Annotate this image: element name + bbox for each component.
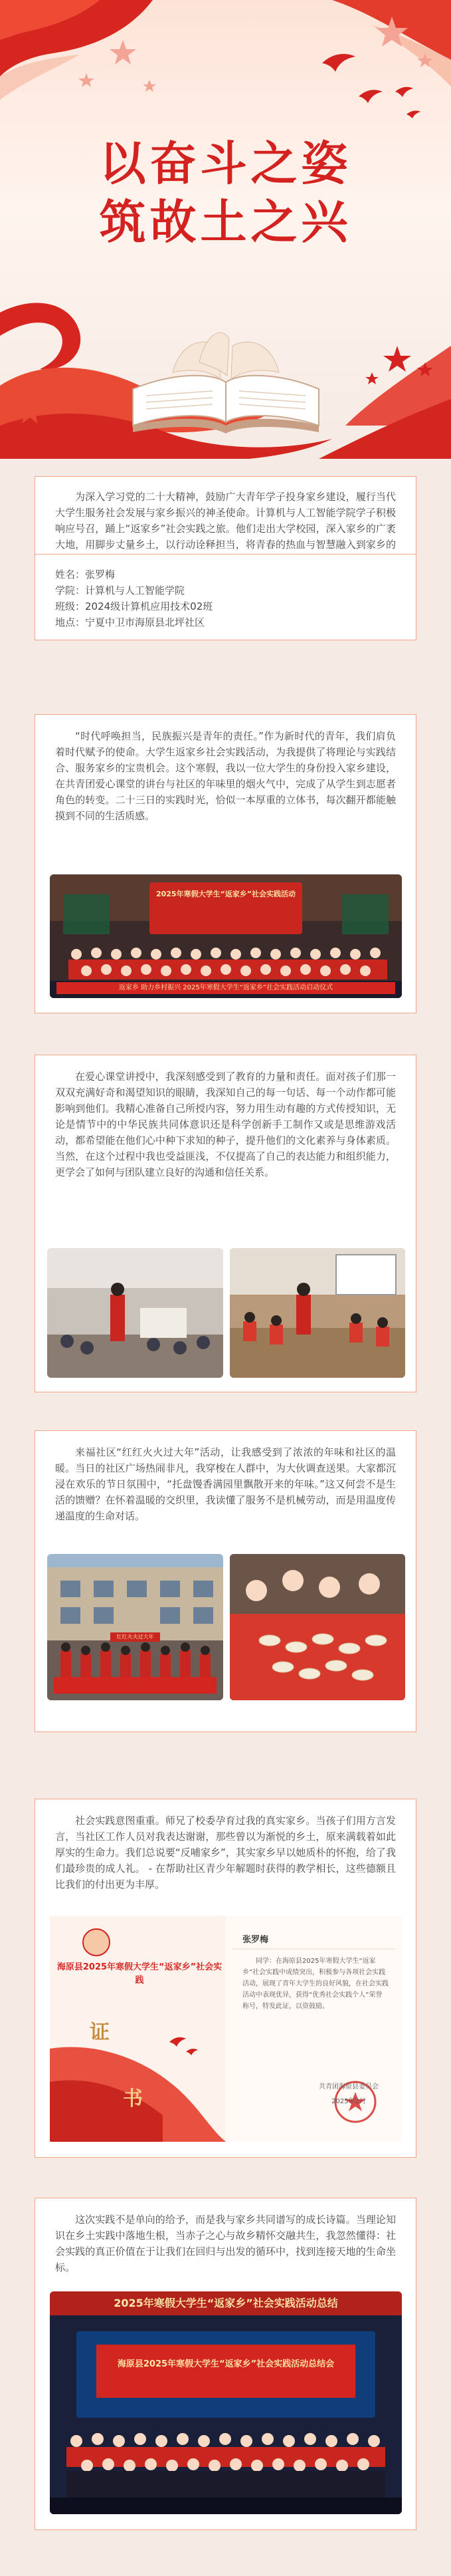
section1-banner-line1: 2025年寒假大学生“返家乡”社会实践活动 bbox=[155, 890, 296, 898]
student-name: 姓名：张罗梅 bbox=[55, 569, 116, 580]
page-title-line2: 筑故土之兴 bbox=[99, 195, 352, 249]
section5-summary-photo bbox=[50, 2291, 402, 2514]
certificate-photo bbox=[50, 1916, 402, 2142]
student-location: 地点：宁夏中卫市海原县北坪社区 bbox=[55, 616, 205, 628]
footer-fade bbox=[0, 2536, 451, 2576]
header-banner bbox=[0, 0, 451, 459]
certificate-word2: 书 bbox=[123, 2087, 143, 2111]
section1-card bbox=[35, 714, 416, 1013]
section3-card bbox=[35, 1430, 416, 1732]
student-class: 班级：2024级计算机应用技术02班 bbox=[55, 600, 213, 612]
section2-classroom-photo-right bbox=[230, 1248, 405, 1378]
section1-banner-line2: 返家乡 助力乡村振兴 2025年寒假大学生“返家乡”社会实践活动启动仪式 bbox=[118, 984, 333, 991]
section2-classroom-photo-left bbox=[47, 1248, 223, 1378]
section3-community-photo bbox=[47, 1554, 223, 1700]
certificate-org: 共青团海原县委员会 bbox=[319, 2083, 379, 2091]
section2-card bbox=[35, 1055, 416, 1392]
section5-text: 这次实践不是单向的给予，而是我与家乡共同谱写的成长诗篇。当理论知识在乡土实践中落地生根，当赤子之心与故乡精怀交融共生，我忽然懂得：社会实践的真正价值在于让我们在回归与出发的循环中，找到连接天地的生命坐标。 bbox=[55, 2214, 396, 2273]
certificate-body: 同学：在海原县2025年寒假大学生“返家乡”社会实践中成绩突出，积极参与各项社会实践活动，展现了青年大学生的良好风貌，在社会实践活动中表现优异，获得“优秀社会实践个人”荣誉称号，特发此证，以资鼓励。 bbox=[242, 1958, 389, 2010]
section5-card bbox=[35, 2198, 416, 2530]
section3-banner-text: 红红火火过大年 bbox=[116, 1634, 154, 1640]
section3-dumpling-photo bbox=[230, 1554, 405, 1700]
section4-card bbox=[35, 1799, 416, 2158]
certificate-title: 海原县2025年寒假大学生“返家乡”社会实践 bbox=[56, 1962, 223, 1986]
section4-text: 社会实践意图重重。师兄了校委孕育过我的真实家乡。当孩子们用方言发言，当社区工作人员对我表达谢谢，那些曾以为渐悦的乡土，原来满载着如此厚实的生命力。我们总说要“反哺家乡”，其实家乡早以她质朴的怀抱，给了我们最珍贵的成人礼。 - 在帮助社区青少年解题时获得的教学相长，这些德额且比我们的付出更为丰厚。 bbox=[55, 1815, 396, 1890]
section3-text: 来福社区“红红火火过大年”活动，让我感受到了浓浓的年味和社区的温暖。当日的社区广场热闹非凡，我穿梭在人群中，为大伙调查送果。大家都沉浸在欢乐的节日氛围中，“托盘馒香满园里飘散开来的年味。”这又何尝不是生活的馈赠？在怀着温暖的交织里，我读懂了服务不是机械劳动，而是用温度传递温度的生命对话。 bbox=[55, 1446, 396, 1522]
certificate-name: 张罗梅 bbox=[242, 1935, 269, 1945]
student-info-card bbox=[35, 554, 416, 640]
section5-banner-line2: 海原县2025年寒假大学生“返家乡”社会实践活动总结会 bbox=[117, 2359, 335, 2369]
section2-text: 在爱心课堂讲授中，我深刻感受到了教育的力量和责任。面对孩子们那一双双充满好奇和渴望知识的眼睛，我深知自己的每一句话、每一个动作都可能影响到他们。我精心准备自己所授内容，努力用生动有趣的方式传授知识，无论是情节中的中华民族共同体意识还是科学创新手工制作又或是思维游戏活动，都希望能在他们心中种下求知的种子，提升他们的文化素养与身体素质。当然，在这个过程中我也受益匪浅，不仅提高了自己的表达能力和组织能力，更学会了如何与团队建立良好的沟通和信任关系。 bbox=[55, 1071, 396, 1178]
section1-text: “时代呼唤担当，民族振兴是青年的责任。”作为新时代的青年，我们肩负着时代赋予的使命。大学生返家乡社会实践活动，为我提供了将理论与实践结合、服务家乡的宝贵机会。这个寒假，我以一位大学生的身份投入家乡建设，在共青团爱心课堂的讲台与社区的年味里的烟火气中，完成了从学生到志愿者角色的转变。二十三日的实践时光，恰似一本厚重的立体书，每次翻开都能触摸到不同的生活质感。 bbox=[55, 730, 396, 822]
student-college: 学院：计算机与人工智能学院 bbox=[55, 584, 185, 596]
section5-banner-line1: 2025年寒假大学生“返家乡”社会实践活动总结 bbox=[114, 2297, 338, 2309]
certificate-word1: 证 bbox=[90, 2021, 110, 2044]
certificate-date: 2025年2月 bbox=[331, 2098, 366, 2105]
intro-text: 为深入学习党的二十大精神，鼓励广大青年学子投身家乡建设，履行当代大学生服务社会发展与家乡振兴的神圣使命。计算机与人工智能学院学子积极响应号召，踊上“返家乡”社会实践之旅。他们走出大学校园，深入家乡的广袤大地，用脚步丈量乡土，以行动诠释担当，将青春的热血与智慧融入到家乡的 bbox=[55, 491, 396, 551]
section1-group-photo bbox=[50, 874, 402, 998]
page-title-line1: 以奋斗之姿 bbox=[99, 136, 352, 191]
